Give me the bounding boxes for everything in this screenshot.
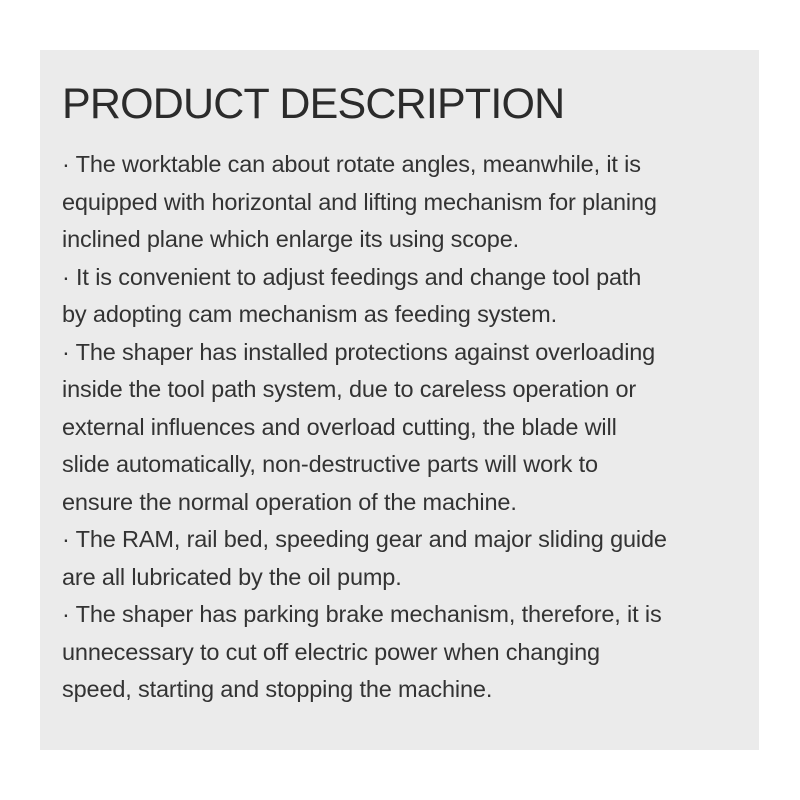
page-title: PRODUCT DESCRIPTION — [62, 80, 565, 128]
description-line: equipped with horizontal and lifting mechanism for planing — [62, 188, 657, 215]
description-text — [62, 146, 752, 709]
description-line: by adopting cam mechanism as feeding system. — [62, 301, 557, 327]
description-line: unnecessary to cut off electric power when changing — [62, 638, 600, 665]
description-line: · The RAM, rail bed, speeding gear and major sliding guide — [62, 526, 667, 552]
description-line: speed, starting and stopping the machine. — [62, 676, 493, 702]
description-line: ensure the normal operation of the machine. — [62, 488, 517, 515]
description-line: external influences and overload cutting, the blade will — [62, 413, 617, 440]
description-line: · The shaper has installed protections against overloading — [62, 338, 656, 365]
description-line: · The worktable can about rotate angles, meanwhile, it is — [62, 151, 641, 177]
description-panel — [40, 50, 759, 750]
description-line: slide automatically, non-destructive parts will work to — [62, 451, 598, 477]
description-line: · It is convenient to adjust feedings and change tool path — [62, 263, 642, 290]
description-line: inclined plane which enlarge its using scope. — [62, 226, 520, 252]
description-line: are all lubricated by the oil pump. — [62, 563, 402, 590]
description-line: · The shaper has parking brake mechanism, therefore, it is — [62, 601, 662, 627]
description-line: inside the tool path system, due to careless operation or — [62, 376, 637, 402]
